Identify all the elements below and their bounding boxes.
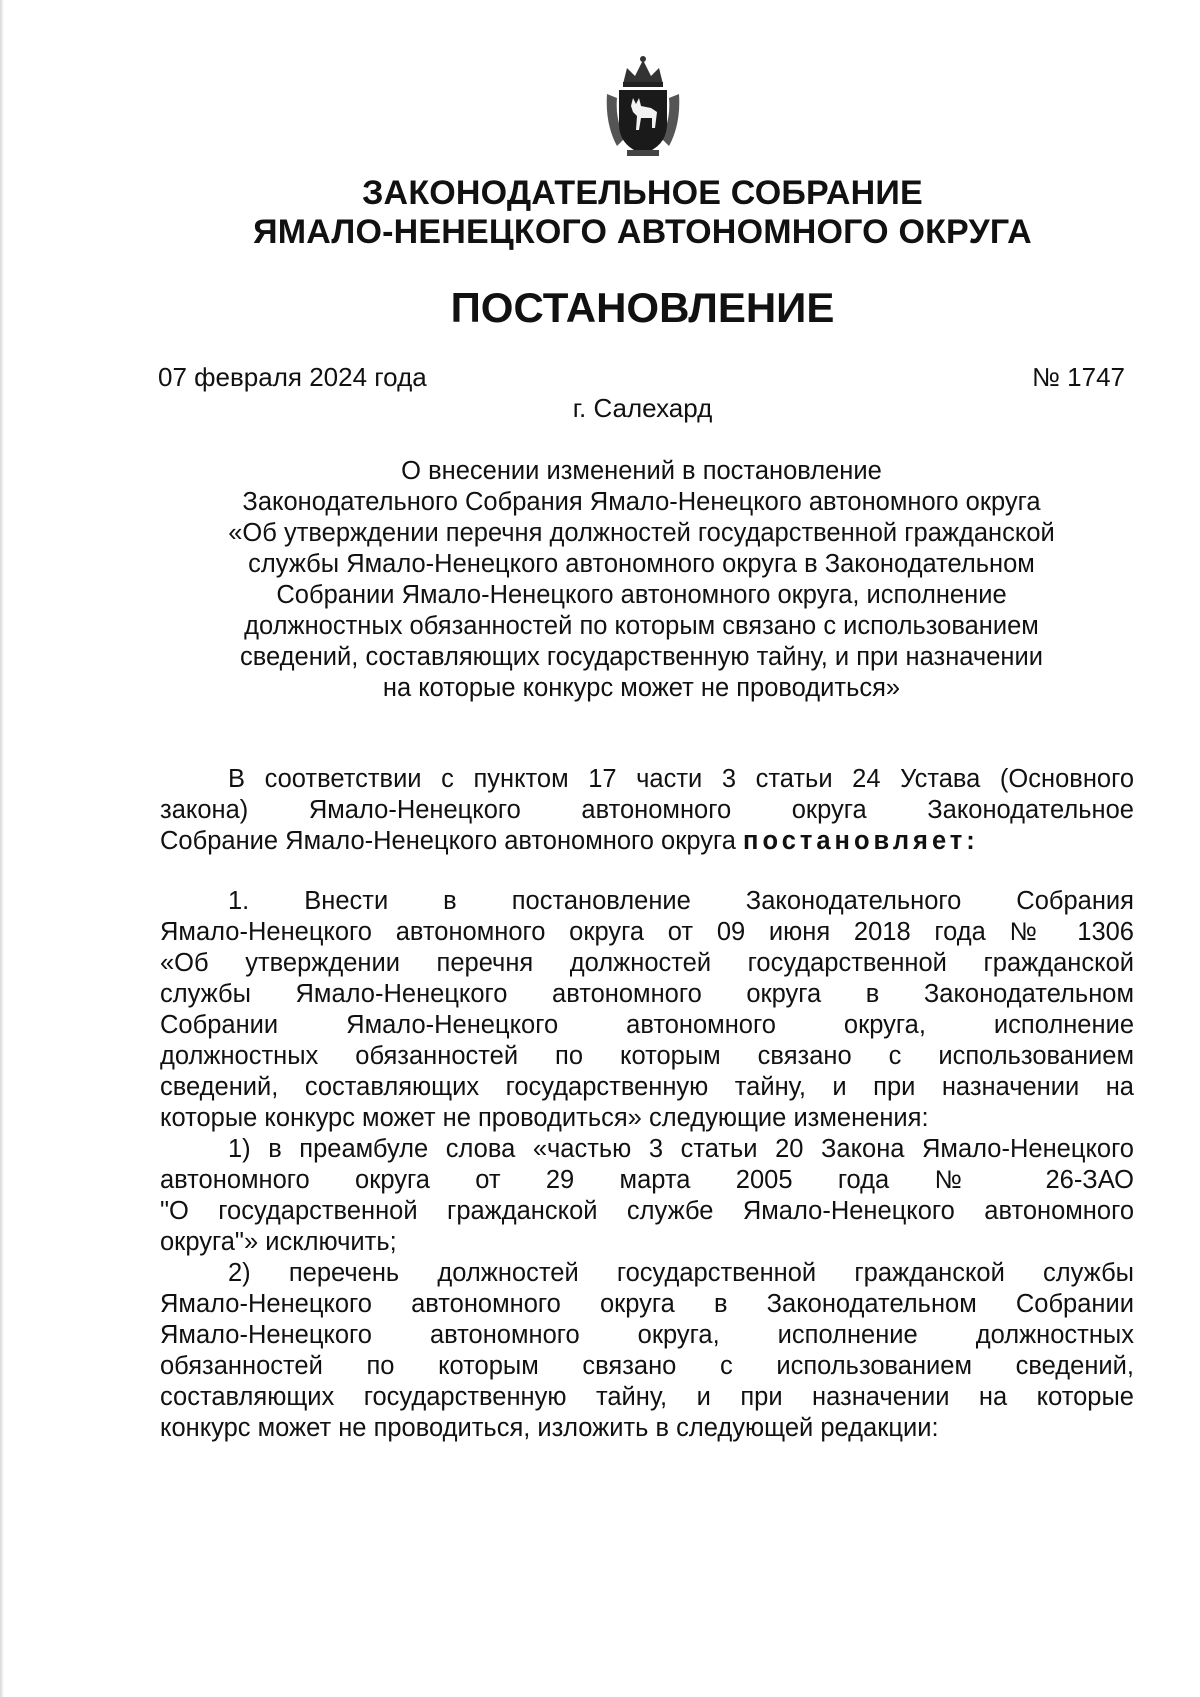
body-line: закона) Ямало-Ненецкого автономного округа Законодательное bbox=[160, 796, 1134, 824]
body-line: службы Ямало-Ненецкого автономного округа в Законодательном bbox=[160, 980, 1134, 1008]
subject-line: Законодательного Собрания Ямало-Ненецкого автономного округа bbox=[242, 488, 1041, 516]
subject-line: Собрании Ямало-Ненецкого автономного округа, исполнение bbox=[276, 581, 1007, 609]
body-line bbox=[160, 826, 1134, 857]
subject-line: «Об утверждении перечня должностей государственной гражданской bbox=[228, 519, 1055, 547]
body-line: Ямало-Ненецкого автономного округа от 09 июня 2018 года № 1306 bbox=[160, 918, 1134, 946]
body-line: конкурс может не проводиться, изложить в следующей редакции: bbox=[160, 1414, 939, 1442]
page-edge bbox=[0, 0, 4, 1697]
org-name-line1: ЗАКОНОДАТЕЛЬНОЕ СОБРАНИЕ bbox=[362, 174, 923, 212]
body-line: В соответствии с пунктом 17 части 3 статьи 24 Устава (Основного bbox=[228, 765, 1134, 793]
body-line: обязанностей по которым связано с использованием сведений, bbox=[160, 1352, 1134, 1380]
coat-of-arms-icon bbox=[603, 54, 683, 158]
body-line: 2) перечень должностей государственной гражданской службы bbox=[228, 1259, 1134, 1287]
body-line: 1) в преамбуле слова «частью 3 статьи 20 Закона Ямало-Ненецкого bbox=[228, 1135, 1134, 1163]
body-line: «Об утверждении перечня должностей государственной гражданской bbox=[160, 949, 1134, 977]
preamble-paragraph bbox=[160, 764, 1134, 857]
subject-line: службы Ямало-Ненецкого автономного округа в Законодательном bbox=[248, 550, 1035, 578]
body-line: Ямало-Ненецкого автономного округа, исполнение должностных bbox=[160, 1321, 1134, 1349]
document-number: № 1747 bbox=[1032, 362, 1125, 392]
body-line: округа"» исключить; bbox=[160, 1228, 397, 1256]
org-name-line2: ЯМАЛО-НЕНЕЦКОГО АВТОНОМНОГО ОКРУГА bbox=[253, 213, 1032, 251]
body-line: Ямало-Ненецкого автономного округа в Законодательном Собрании bbox=[160, 1290, 1134, 1318]
document-city: г. Салехард bbox=[572, 393, 713, 423]
resolves-word: постановляет: bbox=[743, 827, 979, 855]
body-line: сведений, составляющих государственную тайну, и при назначении на bbox=[160, 1073, 1134, 1101]
body-text: Собрание Ямало-Ненецкого автономного округа bbox=[160, 827, 736, 855]
body-line: Собрании Ямало-Ненецкого автономного округа, исполнение bbox=[160, 1011, 1134, 1039]
subject-line: сведений, составляющих государственную тайну, и при назначении bbox=[240, 643, 1043, 671]
clauses-block bbox=[160, 886, 1134, 1444]
body-line: автономного округа от 29 марта 2005 года № 26-ЗАО bbox=[160, 1166, 1134, 1194]
subject-line: О внесении изменений в постановление bbox=[401, 457, 882, 485]
body-line: "О государственной гражданской службе Ямало-Ненецкого автономного bbox=[160, 1197, 1134, 1225]
document-date: 07 февраля 2024 года bbox=[158, 362, 427, 392]
document-subject bbox=[158, 456, 1125, 704]
document-type: ПОСТАНОВЛЕНИЕ bbox=[450, 284, 835, 331]
body-line: 1. Внести в постановление Законодательного Собрания bbox=[228, 887, 1134, 915]
body-line: составляющих государственную тайну, и при назначении на которые bbox=[160, 1383, 1134, 1411]
body-line: которые конкурс может не проводиться» следующие изменения: bbox=[160, 1104, 929, 1132]
subject-line: на которые конкурс может не проводиться» bbox=[382, 674, 901, 702]
subject-line: должностных обязанностей по которым связано с использованием bbox=[244, 612, 1039, 640]
body-line: должностных обязанностей по которым связано с использованием bbox=[160, 1042, 1134, 1070]
